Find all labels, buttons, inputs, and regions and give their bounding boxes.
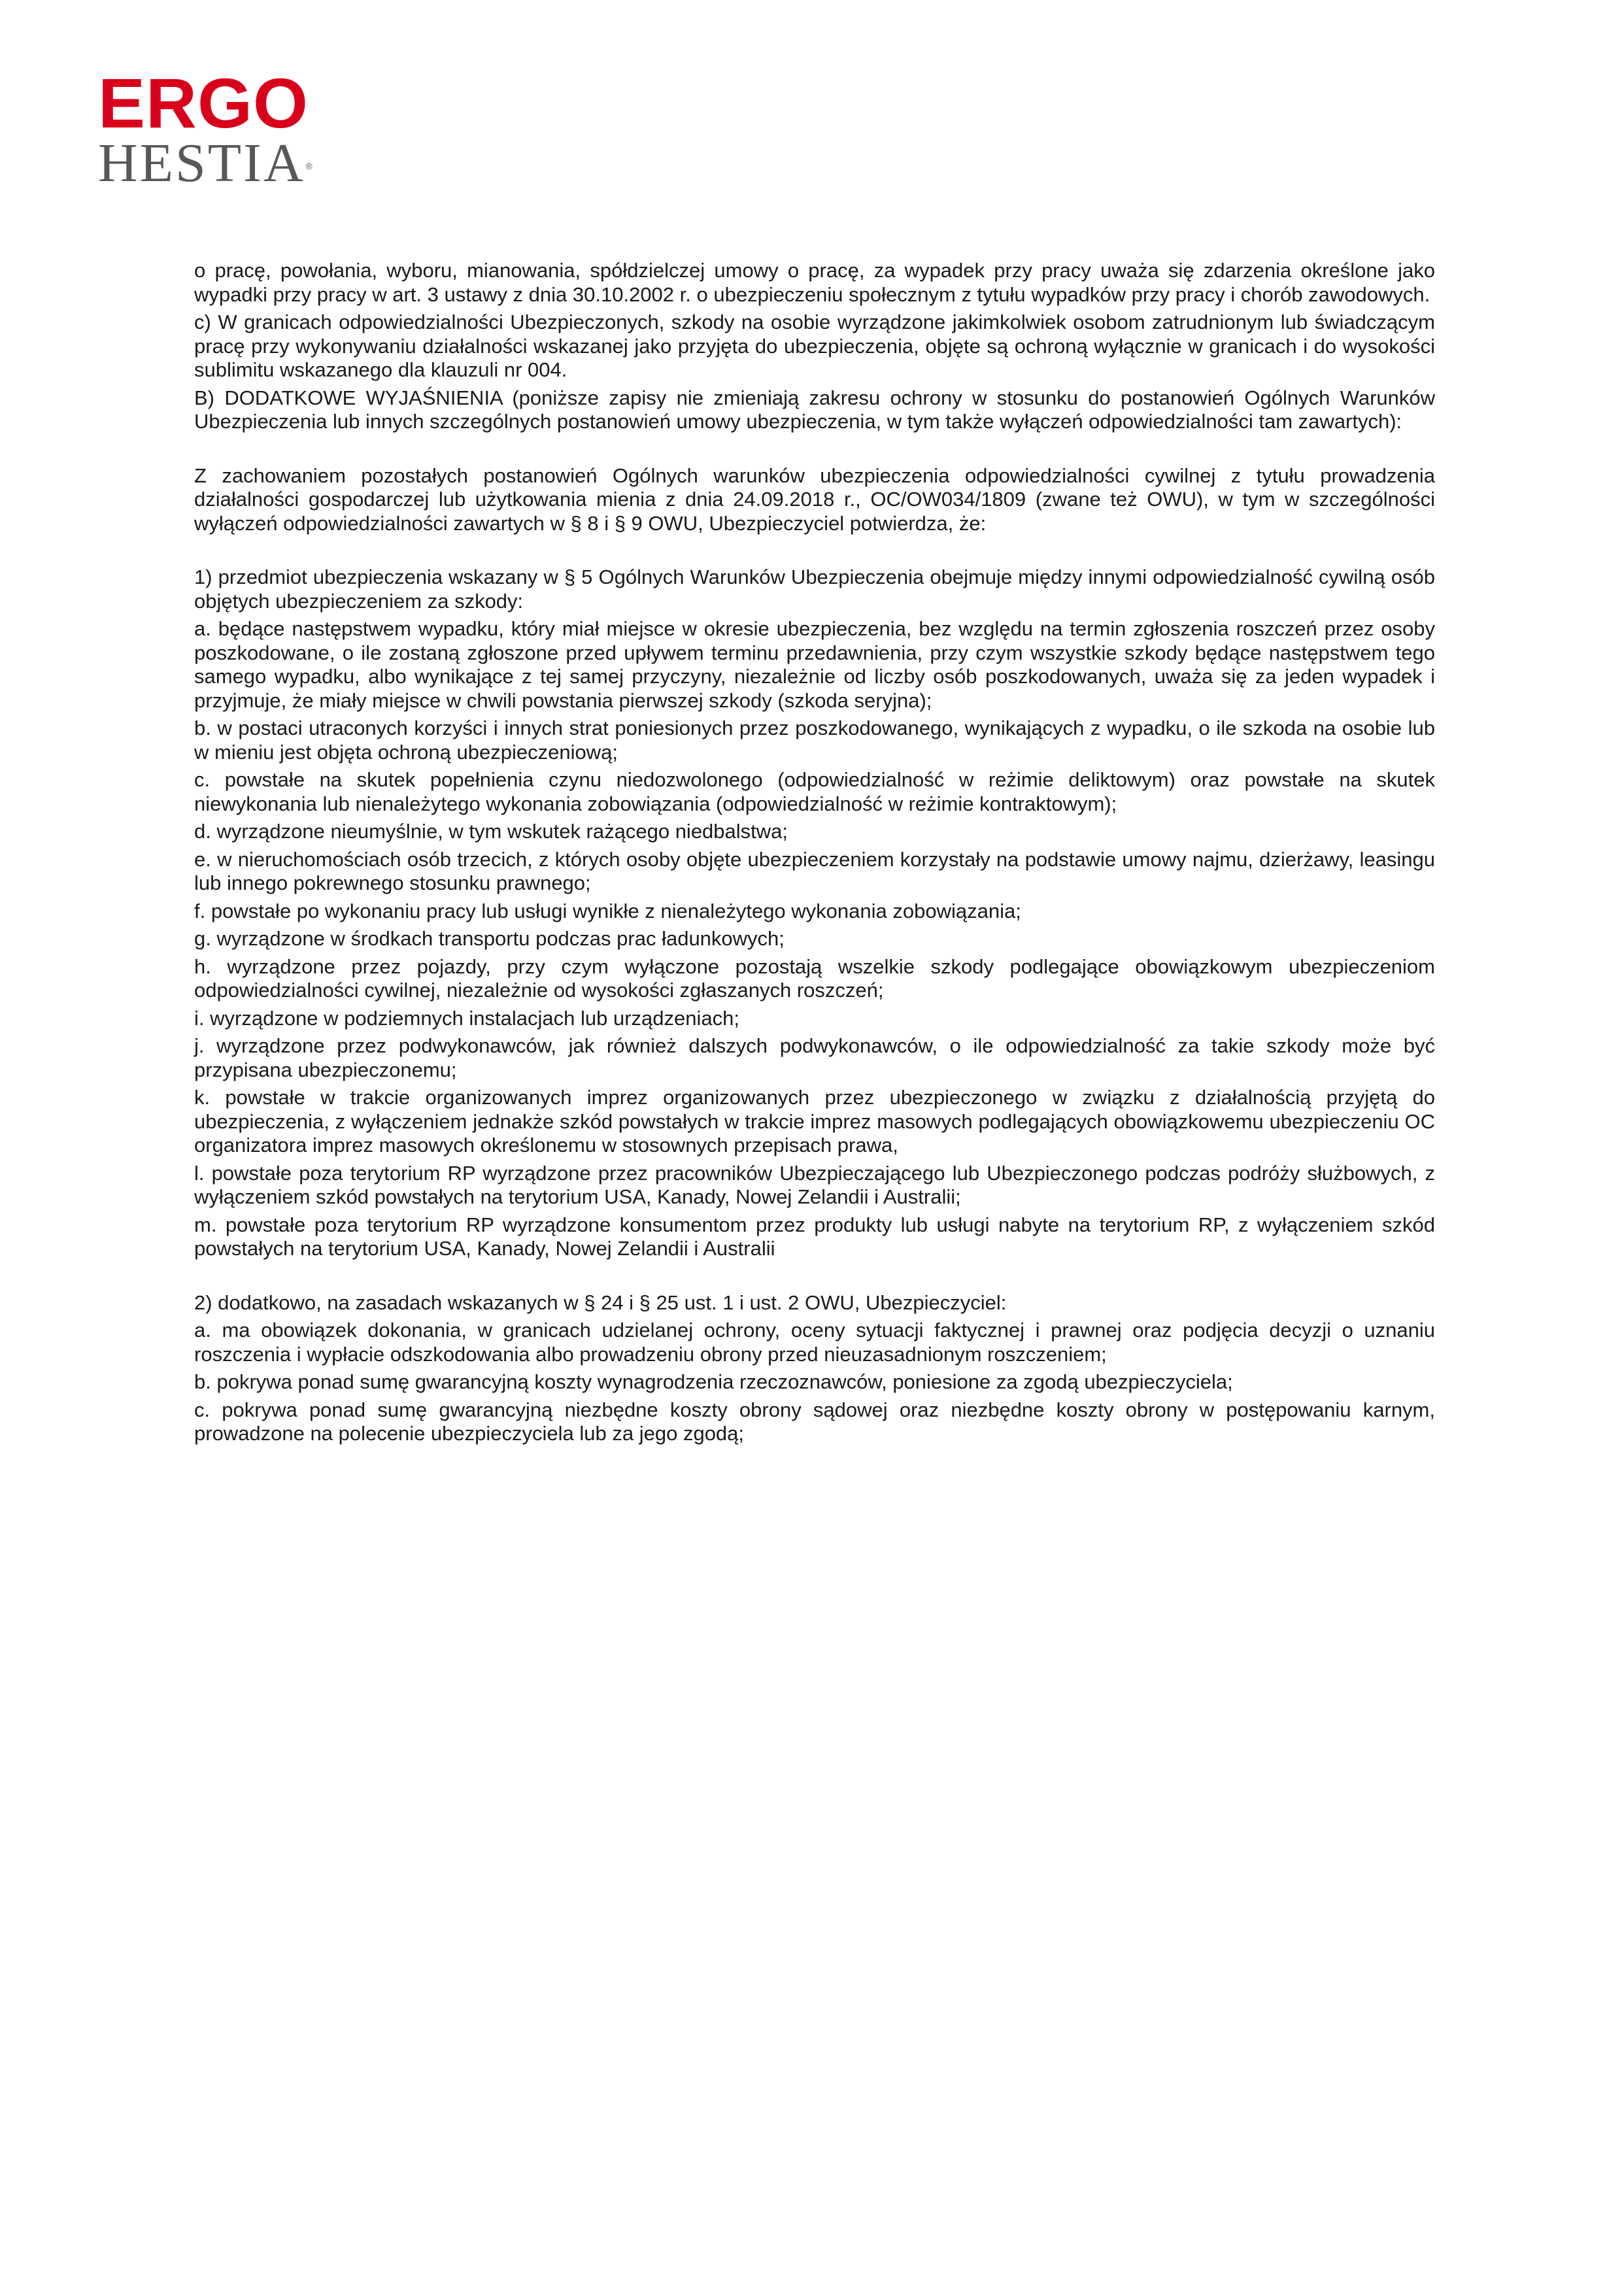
section1-item-a: a. będące następstwem wypadku, który miał miejsce w okresie ubezpieczenia, bez względu na termin zgłoszenia roszczeń przez osoby poszkodowane, o ile zostaną zgłoszone przed upływem terminu przedawnienia, przy czym wszystkie szkody będące następstwem tego samego wypadku, albo wynikające z tej samej przyczyny, niezależnie od liczby osób poszkodowanych, uważa się za jeden wypadek i przyjmuje, że miały miejsce w chwili powstania pierwszej szkody (szkoda seryjna); [194,617,1435,712]
ergo-hestia-logo [98,63,314,194]
registered-mark: ® [305,161,314,171]
spacer [194,438,1435,464]
intro-paragraph-1: o pracę, powołania, wyboru, mianowania, spółdzielczej umowy o pracę, za wypadek przy pracy uważa się zdarzenia określone jako wypadki przy pracy w art. 3 ustawy z dnia 30.10.2002 r. o ubezpieczeniu społecznym z tytułu wypadków przy pracy i chorób zawodowych. [194,259,1435,306]
section1-item-h: h. wyrządzone przez pojazdy, przy czym wyłączone pozostają wszelkie szkody podlegające obowiązkowym ubezpieczeniom odpowiedzialności cywilnej, niezależnie od wysokości zgłaszanych roszczeń; [194,954,1435,1002]
section2-item-a: a. ma obowiązek dokonania, w granicach udzielanej ochrony, oceny sytuacji faktycznej i prawnej oraz podjęcia decyzji o uznaniu roszczenia i wypłacie odszkodowania albo prowadzeniu obrony przed nieuzasadnionym roszczeniem; [194,1319,1435,1366]
logo-ergo-text: ERGO [98,63,309,143]
section2-item-b: b. pokrywa ponad sumę gwarancyjną koszty wynagrodzenia rzeczoznawców, poniesione za zgodą ubezpieczyciela; [194,1370,1233,1393]
section1-item-d: d. wyrządzone nieumyślnie, w tym wskutek rażącego niedbalstwa; [194,820,788,843]
section1-item-j: j. wyrządzone przez podwykonawców, jak również dalszych podwykonawców, o ile odpowiedzialność za takie szkody może być przypisana ubezpieczonemu; [194,1034,1435,1081]
section1-item-b: b. w postaci utraconych korzyści i innych strat poniesionych przez poszkodowanego, wynikających z wypadku, o ile szkoda na osobie lub w mieniu jest objęta ochroną ubezpieczeniową; [194,717,1435,764]
intro-paragraph-2: c) W granicach odpowiedzialności Ubezpieczonych, szkody na osobie wyrządzone jakimkolwiek osobom zatrudnionym lub świadczącym pracę przy wykonywaniu działalności wskazanej jako przyjęta do ubezpieczenia, objęte są ochroną wyłącznie w granicach i do wysokości sublimitu wskazanego dla klauzuli nr 004. [194,311,1435,381]
section1-heading: 1) przedmiot ubezpieczenia wskazany w § 5 Ogólnych Warunków Ubezpieczenia obejmuje między innymi odpowiedzialność cywilną osób objętych ubezpieczeniem za szkody: [194,565,1435,613]
intro-paragraph-3: B) DODATKOWE WYJAŚNIENIA (poniższe zapisy nie zmieniają zakresu ochrony w stosunku do postanowień Ogólnych Warunków Ubezpieczenia lub innych szczególnych postanowień umowy ubezpieczenia, w tym także wyłączeń odpowiedzialności tam zawartych): [194,386,1435,433]
section1-item-k: k. powstałe w trakcie organizowanych imprez organizowanych przez ubezpieczonego w związku z działalnością przyjętą do ubezpieczenia, z wyłączeniem jednakże szkód powstałych w trakcie imprez masowych podlegających obowiązkowemu ubezpieczeniu OC organizatora imprez masowych określonemu w stosownych przepisach prawa, [194,1086,1435,1156]
section1-item-m: m. powstałe poza terytorium RP wyrządzone konsumentom przez produkty lub usługi nabyte na terytorium RP, z wyłączeniem szkód powstałych na terytorium USA, Kanady, Nowej Zelandii i Australii [194,1213,1435,1260]
section1-item-i: i. wyrządzone w podziemnych instalacjach lub urządzeniach; [194,1006,739,1030]
spacer [194,1265,1435,1291]
intro-paragraph-4: Z zachowaniem pozostałych postanowień Ogólnych warunków ubezpieczenia odpowiedzialności cywilnej z tytułu prowadzenia działalności gospodarczej lub użytkowania mienia z dnia 24.09.2018 r., OC/OW034/1809 (zwane też OWU), w tym w szczególności wyłączeń odpowiedzialności zawartych w § 8 i § 9 OWU, Ubezpieczyciel potwierdza, że: [194,464,1435,535]
section1-item-f: f. powstałe po wykonaniu pracy lub usługi wynikłe z nienależytego wykonania zobowiązania; [194,899,1021,922]
logo-hestia-text [98,133,314,194]
section1-item-e: e. w nieruchomościach osób trzecich, z których osoby objęte ubezpieczeniem korzystały na podstawie umowy najmu, dzierżawy, leasingu lub innego pokrewnego stosunku prawnego; [194,847,1435,894]
section1-item-c: c. powstałe na skutek popełnienia czynu niedozwolonego (odpowiedzialność w reżimie deliktowym) oraz powstałe na skutek niewykonania lub nienależytego wykonania zobowiązania (odpowiedzialność w reżimie kontraktowym); [194,768,1435,815]
section1-item-l: l. powstałe poza terytorium RP wyrządzone przez pracowników Ubezpieczającego lub Ubezpieczonego podczas podróży służbowych, z wyłączeniem szkód powstałych na terytorium USA, Kanady, Nowej Zelandii i Australii; [194,1161,1435,1208]
section2-heading: 2) dodatkowo, na zasadach wskazanych w § 24 i § 25 ust. 1 i ust. 2 OWU, Ubezpieczyciel: [194,1290,1007,1314]
section1-item-g: g. wyrządzone w środkach transportu podczas prac ładunkowych; [194,927,785,950]
spacer [194,539,1435,565]
logo-hestia-word: HESTIA [98,133,305,194]
document-body [194,259,1435,1450]
section2-item-c: c. pokrywa ponad sumę gwarancyjną niezbędne koszty obrony sądowej oraz niezbędne koszty obrony w postępowaniu karnym, prowadzone na polecenie ubezpieczyciela lub za jego zgodą; [194,1398,1435,1445]
